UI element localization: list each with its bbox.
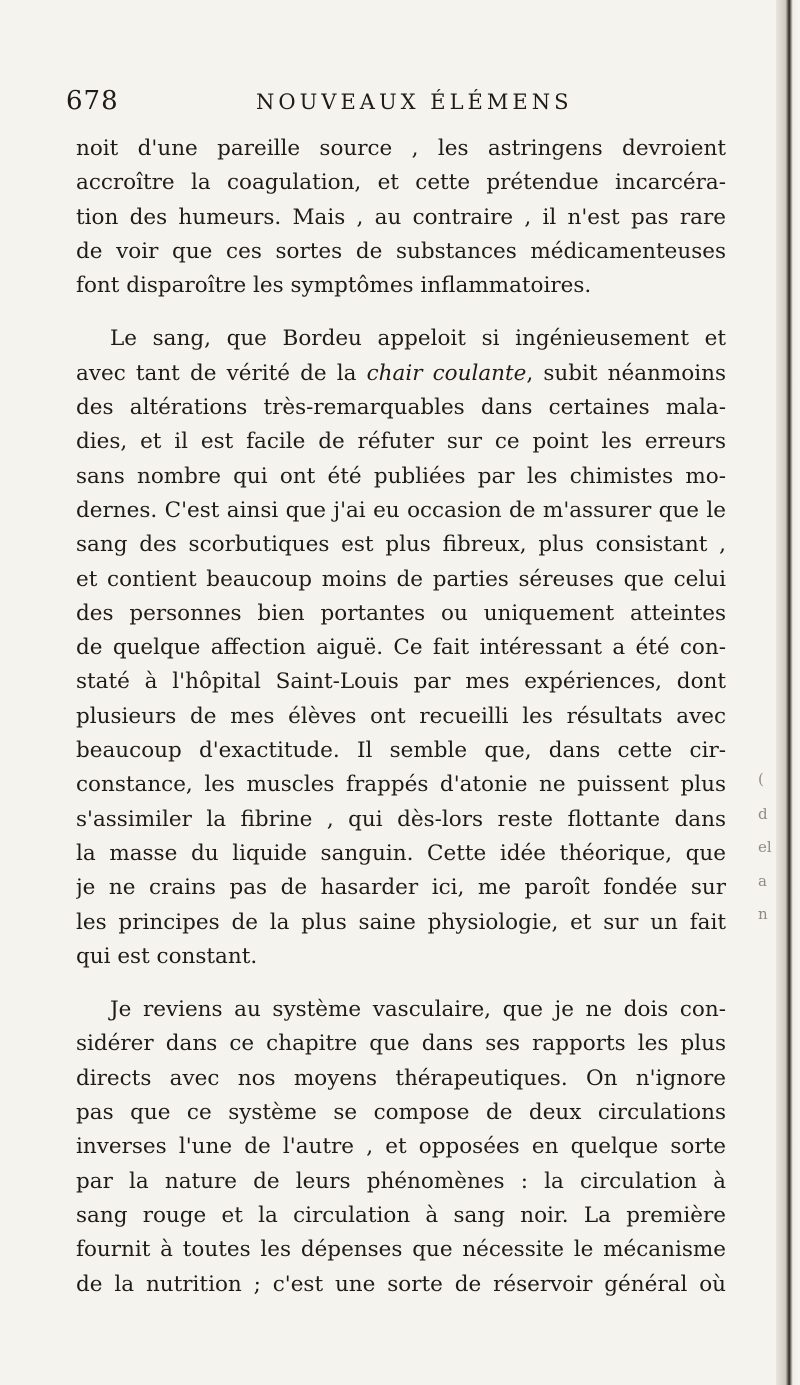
text-line: Le sang, que Bordeu appeloit si ingénieusement et [110,326,726,352]
text-line: plusieurs de mes élèves ont recueilli les résultats avec [76,703,726,729]
text-line: constance, les muscles frappés d'atonie ne puissent plus [76,772,726,798]
text-line: dernes. C'est ainsi que j'ai eu occasion de m'assurer que le [76,497,726,523]
running-head [66,86,706,120]
paragraph-2 [76,322,726,974]
text-line: dies, et il est facile de réfuter sur ce point les erreurs [76,429,726,455]
text-line: sans nombre qui ont été publiées par les chimistes mo- [76,463,726,489]
text-line: beaucoup d'exactitude. Il semble que, dans cette cir- [76,738,726,764]
text-segment: avec tant de vérité de la [76,360,367,386]
margin-fragment: d [758,805,768,823]
body-text [76,132,726,1302]
running-title: NOUVEAUX ÉLÉMENS [256,90,573,114]
italic-phrase: chair coulante [366,360,527,386]
book-gutter [776,0,800,1385]
text-line: fournit à toutes les dépenses que nécessite le mécanisme [76,1237,726,1263]
text-line: pas que ce système se compose de deux circulations [76,1100,726,1126]
paragraph-1 [76,132,726,303]
text-line: sang rouge et la circulation à sang noir. La première [76,1202,726,1228]
text-line: tion des humeurs. Mais , au contraire , il n'est pas rare [76,204,726,230]
text-line: de quelque affection aiguë. Ce fait intéressant a été con- [76,635,726,661]
text-line: accroître la coagulation, et cette prétendue incarcéra- [76,170,726,196]
text-line: staté à l'hôpital Saint-Louis par mes expériences, dont [76,669,726,695]
text-line: qui est constant. [76,943,258,969]
text-line: les principes de la plus saine physiologie, et sur un fait [76,909,726,935]
text-line: directs avec nos moyens thérapeutiques. On n'ignore [76,1065,726,1091]
page-number: 678 [66,86,119,116]
text-line: sang des scorbutiques est plus fibreux, plus consistant , [76,532,726,558]
text-segment: , subit néanmoins [526,360,726,386]
margin-fragment: ( [758,770,764,788]
paragraph-gap [76,303,726,322]
margin-fragment: a [758,872,767,890]
paragraph-3 [76,993,726,1302]
text-line: font disparoître les symptômes inflammatoires. [76,273,592,299]
adjacent-page-margin [758,0,776,1385]
text-line: la masse du liquide sanguin. Cette idée théorique, que [76,840,726,866]
text-line: Je reviens au système vasculaire, que je ne dois con- [110,997,726,1023]
text-line: des altérations très-remarquables dans certaines mala- [76,395,726,421]
text-line: inverses l'une de l'autre , et opposées en quelque sorte [76,1134,726,1160]
text-line: de la nutrition ; c'est une sorte de réservoir général où [76,1271,726,1297]
text-line: de voir que ces sortes de substances médicamenteuses [76,238,726,264]
text-line: et contient beaucoup moins de parties séreuses que celui [76,566,726,592]
text-line: je ne crains pas de hasarder ici, me paroît fondée sur [76,875,726,901]
text-line-with-italic [76,357,726,391]
text-line: sidérer dans ce chapitre que dans ses rapports les plus [76,1031,726,1057]
text-line: s'assimiler la fibrine , qui dès-lors reste flottante dans [76,806,726,832]
text-line: des personnes bien portantes ou uniquement atteintes [76,600,726,626]
paragraph-gap [76,974,726,993]
margin-fragment: el [758,838,772,856]
text-line: par la nature de leurs phénomènes : la circulation à [76,1168,726,1194]
text-line: noit d'une pareille source , les astringens devroient [76,136,726,161]
margin-fragment: n [758,905,768,923]
